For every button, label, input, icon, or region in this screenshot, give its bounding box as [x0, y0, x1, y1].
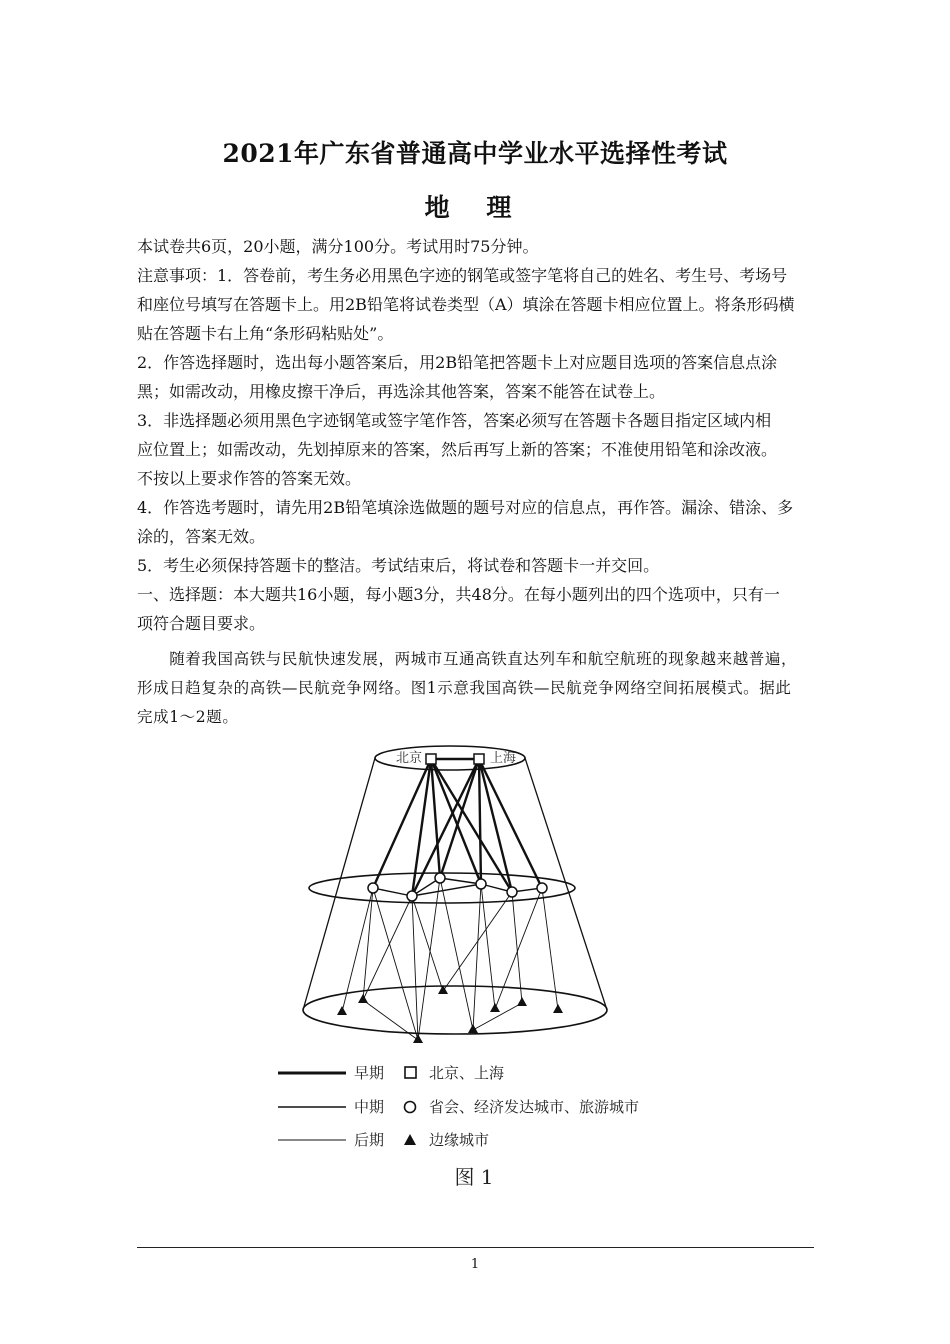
network-figure [270, 738, 690, 1198]
instruction-line: 本试卷共6页，20小题，满分100分。考试用时75分钟。 [137, 237, 539, 256]
base-ring [303, 986, 607, 1034]
passage-line: 随着我国高铁与民航快速发展，两城市互通高铁直达列车和航空航班的现象越来越普遍， [137, 650, 798, 668]
instruction-line: 3．非选择题必须用黑色字迹钢笔或签字笔作答，答案必须写在答题卡各题目指定区域内相 [137, 411, 772, 430]
instruction-line: 应位置上；如需改动，先划掉原来的答案，然后再写上新的答案；不准使用铅笔和涂改液。 [137, 440, 778, 459]
figure-legend [278, 1064, 639, 1149]
legend-node-middle: 省会、经济发达城市、旅游城市 [429, 1098, 640, 1116]
subject-heading: 地 理 [424, 193, 526, 222]
instruction-line: 2．作答选择题时，选出每小题答案后，用2B铅笔把答题卡上对应题目选项的答案信息点涂 [137, 353, 778, 372]
instructions-block [137, 232, 817, 638]
legend-period-late: 后期 [354, 1131, 385, 1149]
question-passage [137, 645, 817, 732]
legend-node-early: 北京、上海 [429, 1064, 505, 1082]
instruction-line: 涂的，答案无效。 [137, 527, 266, 546]
shanghai-node [474, 754, 484, 764]
instruction-line: 4．作答选考题时，请先用2B铅笔填涂选做题的题号对应的信息点，再作答。漏涂、错涂、多 [137, 498, 794, 517]
instruction-line: 贴在答题卡右上角“条形码粘贴处”。 [137, 324, 394, 343]
legend-circle-icon [405, 1102, 416, 1113]
section-heading-line: 项符合题目要求。 [137, 614, 266, 633]
passage-line: 完成1～2题。 [137, 708, 239, 726]
page-number: 1 [470, 1257, 480, 1272]
beijing-label: 北京 [396, 751, 423, 766]
beijing-node [426, 754, 436, 764]
instruction-line: 和座位号填写在答题卡上。用2B铅笔将试卷类型（A）填涂在答题卡相应位置上。将条形码横 [137, 295, 795, 314]
legend-square-icon [405, 1067, 416, 1078]
exam-title: 2021年广东省普通高中学业水平选择性考试 [222, 139, 728, 168]
footer-divider [137, 1247, 814, 1248]
shanghai-label: 上海 [490, 751, 517, 766]
instruction-line: 注意事项：1．答卷前，考生务必用黑色字迹的钢笔或签字笔将自己的姓名、考生号、考场号 [137, 266, 788, 285]
legend-period-early: 早期 [354, 1064, 385, 1082]
legend-node-late: 边缘城市 [429, 1131, 490, 1149]
figure-caption: 图 1 [454, 1165, 494, 1189]
instruction-line: 5．考生必须保持答题卡的整洁。考试结束后，将试卷和答题卡一并交回。 [137, 556, 660, 575]
legend-triangle-icon [404, 1134, 416, 1145]
instruction-line: 黑；如需改动，用橡皮擦干净后，再选涂其他答案，答案不能答在试卷上。 [137, 382, 666, 401]
section-heading-line: 一、选择题：本大题共16小题，每小题3分，共48分。在每小题列出的四个选项中，只有一 [137, 585, 780, 604]
legend-period-middle: 中期 [354, 1098, 385, 1116]
cone-side-right [525, 758, 607, 1010]
middle-city-nodes [368, 873, 547, 901]
passage-line: 形成日趋复杂的高铁—民航竞争网络。图1示意我国高铁—民航竞争网络空间拓展模式。据此 [137, 679, 792, 697]
cone-diagram [303, 746, 607, 1043]
instruction-line: 不按以上要求作答的答案无效。 [137, 469, 362, 488]
